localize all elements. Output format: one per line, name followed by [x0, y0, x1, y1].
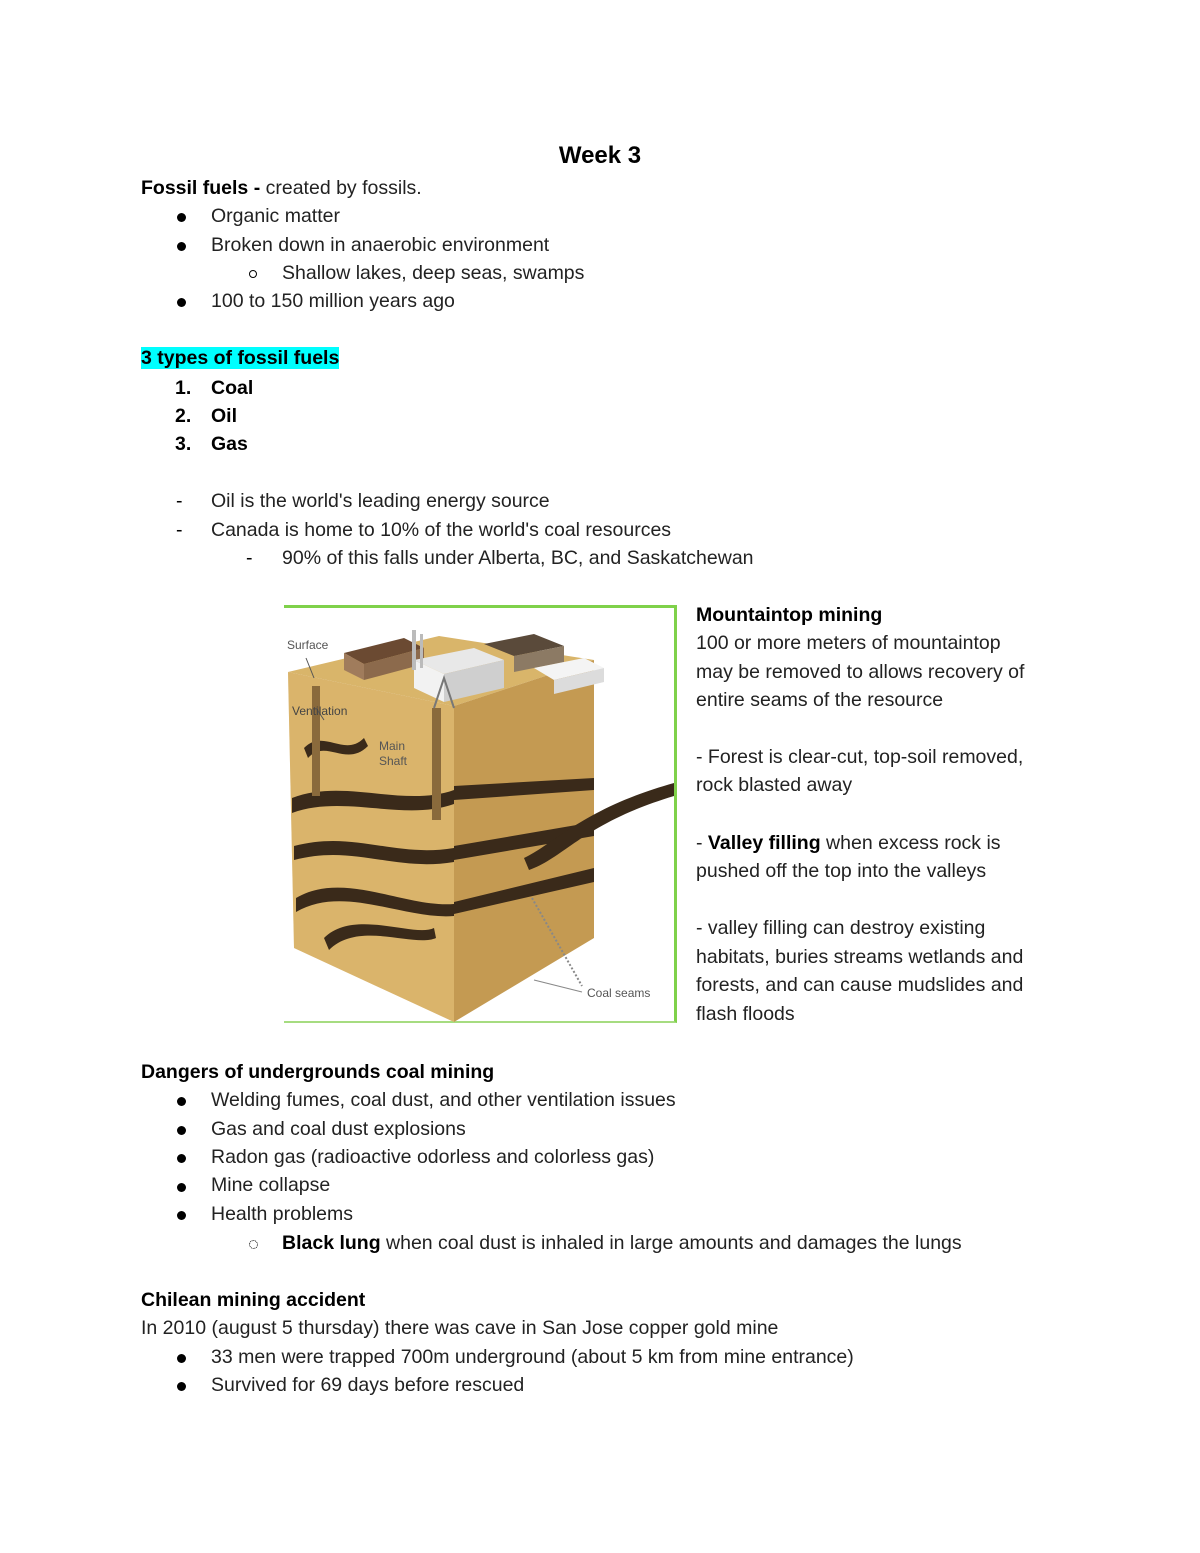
list-number: 3. [175, 433, 192, 455]
types-item-gas: Gas [211, 433, 248, 455]
fossil-heading-line [141, 174, 422, 202]
bullet-icon [177, 1382, 186, 1391]
bullet-icon [177, 1154, 186, 1163]
note-oil: Oil is the world's leading energy source [211, 490, 550, 512]
dangers-bullet: Mine collapse [211, 1174, 331, 1196]
mountaintop-text: forests, and can cause mudslides and [696, 974, 1024, 996]
chilean-bullet: Survived for 69 days before rescued [211, 1374, 525, 1396]
mountaintop-text: flash floods [696, 1003, 795, 1025]
black-lung-rest: when coal dust is inhaled in large amounts and damages the lungs [380, 1232, 962, 1254]
coal-mine-illustration [284, 605, 677, 1023]
dangers-bullet: Gas and coal dust explosions [211, 1118, 466, 1140]
sub-bullet-icon [249, 1240, 258, 1249]
dangers-black-lung [282, 1229, 962, 1257]
mountaintop-text: habitats, buries streams wetlands and [696, 946, 1024, 968]
bullet-icon [177, 1126, 186, 1135]
note-provinces: 90% of this falls under Alberta, BC, and Saskatchewan [282, 547, 754, 569]
fossil-bullet-years: 100 to 150 million years ago [211, 290, 455, 312]
valley-prefix: - [696, 832, 708, 854]
black-lung-term: Black lung [282, 1232, 381, 1254]
fossil-bullet-broken: Broken down in anaerobic environment [211, 234, 550, 256]
chilean-bullet: 33 men were trapped 700m underground (about 5 km from mine entrance) [211, 1346, 854, 1368]
mountaintop-text: may be removed to allows recovery of [696, 661, 1025, 683]
dash-icon: - [176, 490, 183, 512]
label-main: Main [379, 739, 406, 753]
mine-cube-graphic [284, 608, 677, 1026]
list-number: 1. [175, 377, 192, 399]
mountaintop-text: pushed off the top into the valleys [696, 860, 987, 882]
fossil-heading-rest: created by fossils. [260, 177, 422, 199]
chilean-intro: In 2010 (august 5 thursday) there was cave in San Jose copper gold mine [141, 1317, 779, 1339]
dangers-bullet: Radon gas (radioactive odorless and colorless gas) [211, 1146, 655, 1168]
mountaintop-text: 100 or more meters of mountaintop [696, 632, 1001, 654]
mountaintop-text: entire seams of the resource [696, 689, 944, 711]
dangers-bullet: Health problems [211, 1203, 353, 1225]
dash-icon: - [176, 519, 183, 541]
bullet-icon [177, 1183, 186, 1192]
label-shaft: Shaft [379, 754, 408, 768]
bullet-icon [177, 1097, 186, 1106]
types-heading-line [141, 344, 339, 372]
valley-filling-term: Valley filling [707, 832, 821, 854]
valley-rest: when excess rock is [820, 832, 1001, 854]
chilean-heading: Chilean mining accident [141, 1289, 366, 1311]
bullet-icon [177, 242, 186, 251]
fossil-bullet-organic: Organic matter [211, 205, 340, 227]
fossil-heading: Fossil fuels - [141, 177, 261, 199]
page-title: Week 3 [558, 142, 642, 169]
bullet-icon [177, 1354, 186, 1363]
fossil-subbullet-lakes: Shallow lakes, deep seas, swamps [282, 262, 585, 284]
types-heading: 3 types of fossil fuels [141, 347, 340, 369]
types-item-oil: Oil [211, 405, 238, 427]
dangers-bullet: Welding fumes, coal dust, and other ventilation issues [211, 1089, 676, 1111]
bullet-icon [177, 213, 186, 222]
mountaintop-text: - Forest is clear-cut, top-soil removed, [696, 746, 1024, 768]
mountaintop-text: rock blasted away [696, 774, 853, 796]
label-surface: Surface [287, 638, 329, 652]
dash-icon: - [246, 547, 253, 569]
mountaintop-text: - valley filling can destroy existing [696, 917, 986, 939]
list-number: 2. [175, 405, 192, 427]
sub-bullet-icon [249, 270, 257, 278]
mountaintop-heading: Mountaintop mining [696, 604, 883, 626]
note-canada: Canada is home to 10% of the world's coal resources [211, 519, 672, 541]
types-item-coal: Coal [211, 377, 254, 399]
label-coal-seams: Coal seams [587, 986, 651, 1000]
label-ventilation: Ventilation [292, 704, 348, 718]
mountaintop-valley-line [696, 829, 1001, 857]
bullet-icon [177, 298, 186, 307]
bullet-icon [177, 1211, 186, 1220]
dangers-heading: Dangers of undergrounds coal mining [141, 1061, 495, 1083]
